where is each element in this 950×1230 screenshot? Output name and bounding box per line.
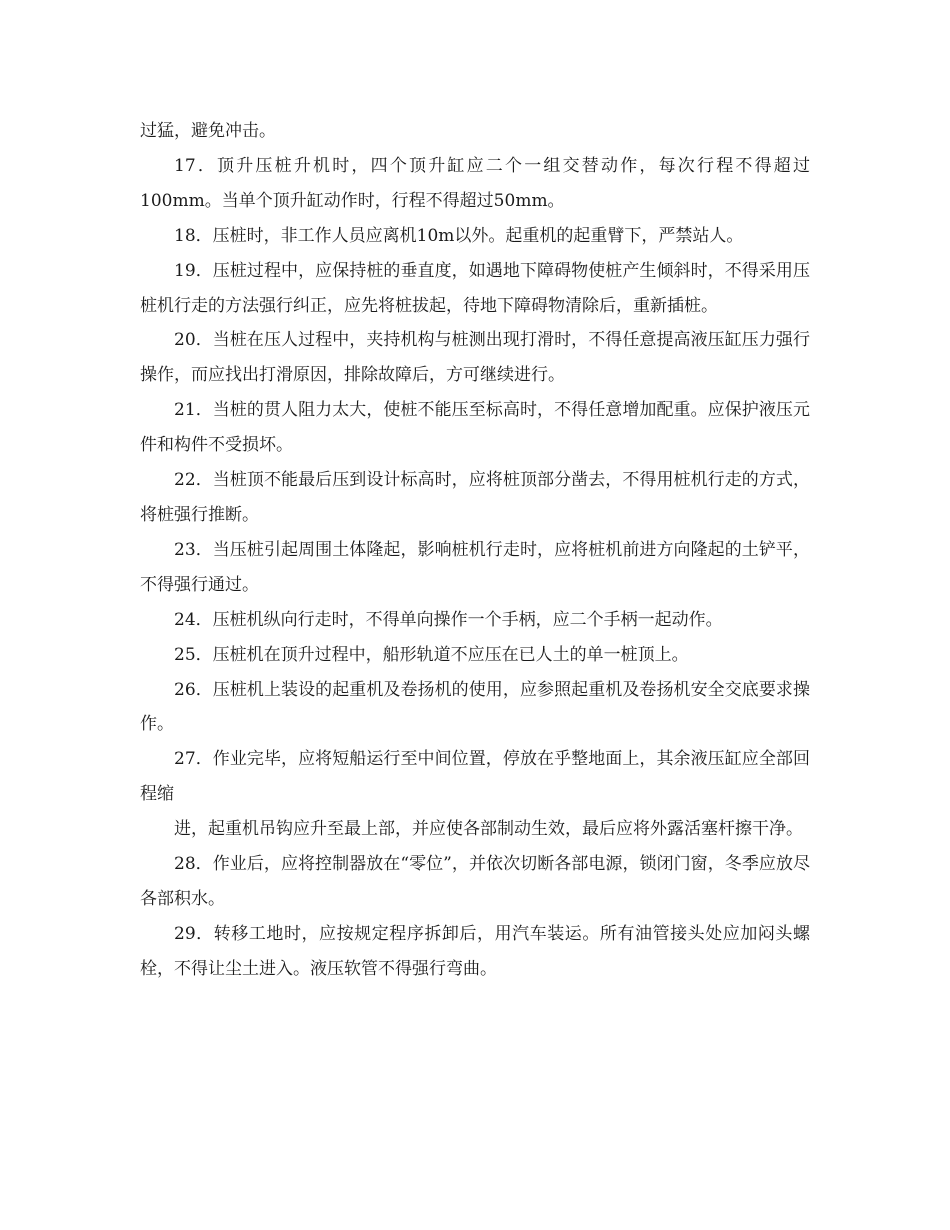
paragraph-item-17: 17．顶升压桩升机时，四个顶升缸应二个一组交替动作，每次行程不得超过100mm。当单个顶升缸动作时，行程不得超过50mm。 bbox=[140, 155, 810, 211]
paragraph-item-23: 23．当压桩引起周围土体隆起，影响桩机行走时，应将桩机前进方向隆起的土铲平，不得强行通过。 bbox=[140, 539, 810, 595]
paragraph-item-27-continued: 进，起重机吊钩应升至最上部，并应使各部制动生效，最后应将外露活塞杆擦干净。 bbox=[174, 819, 803, 840]
document-body bbox=[140, 114, 810, 987]
paragraph-item-19: 19．压桩过程中，应保持桩的垂直度，如遇地下障碍物使桩产生倾斜时，不得采用压桩机行走的方法强行纠正，应先将桩拔起，待地下障碍物清除后，重新插桩。 bbox=[140, 260, 810, 316]
paragraph-item-20: 20．当桩在压人过程中，夹持机构与桩测出现打滑时，不得任意提高液压缸压力强行操作，而应找出打滑原因，排除故障后，方可继续进行。 bbox=[140, 330, 810, 386]
paragraph-item-18: 18．压桩时，非工作人员应离机10m以外。起重机的起重臂下，严禁站人。 bbox=[174, 225, 744, 246]
paragraph-item-22: 22．当桩顶不能最后压到设计标高时，应将桩顶部分凿去，不得用桩机行走的方式，将桩强行推断。 bbox=[140, 470, 810, 525]
paragraph-item-27: 27．作业完毕，应将短船运行至中间位置，停放在乎整地面上，其余液压缸应全部回程缩 bbox=[140, 749, 810, 805]
paragraph-item-29: 29．转移工地时，应按规定程序拆卸后，用汽车装运。所有油管接头处应加闷头螺栓，不得让尘土进入。液压软管不得强行弯曲。 bbox=[140, 923, 810, 979]
paragraph-item-24: 24．压桩机纵向行走时，不得单向操作一个手柄，应二个手柄一起动作。 bbox=[174, 609, 723, 630]
paragraph-item-25: 25．压桩机在顶升过程中，船形轨道不应压在已人土的单一桩顶上。 bbox=[174, 644, 689, 665]
paragraph-item-26: 26．压桩机上装设的起重机及卷扬机的使用，应参照起重机及卷扬机安全交底要求操作。 bbox=[140, 679, 810, 735]
paragraph-continuation: 过猛，避免冲击。 bbox=[140, 121, 276, 141]
paragraph-item-21: 21．当桩的贯人阻力太大，使桩不能压至标高时，不得任意增加配重。应保护液压元件和构件不受损坏。 bbox=[140, 400, 810, 456]
paragraph-item-28: 28．作业后，应将控制器放在“零位”，并依次切断各部电源，锁闭门窗，冬季应放尽各部积水。 bbox=[140, 854, 810, 909]
